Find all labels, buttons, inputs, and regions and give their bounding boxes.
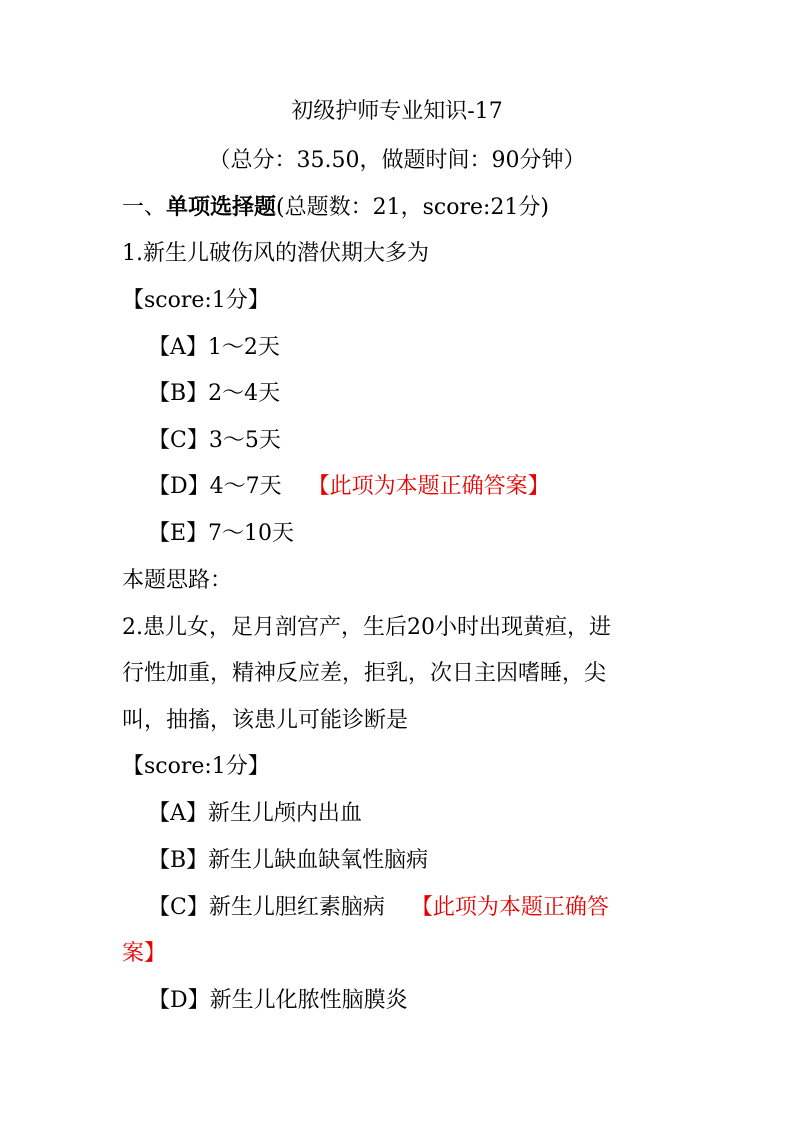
correct-answer-mark-continued: 案】 [122,941,167,966]
option-d [148,472,550,502]
exam-subtitle: （总分：35.50，做题时间：90分钟） [208,148,586,173]
section-meta: (总题数：21，score:21分) [276,195,549,220]
section-title: 单项选择题 [166,194,277,220]
option-c: 【C】3～5天 [148,428,281,453]
option-c-label: 【C】新生儿胆红素脑病 [148,895,385,920]
question-stem-line-2: 行性加重，精神反应差，拒乳，次日主因嗜睡，尖 [122,661,607,686]
question-stem-line-1: 2.患儿女，足月剖宫产，生后20小时出现黄疸，进 [122,615,611,640]
option-d-label: 【D】4～7天 [148,474,282,499]
option-a: 【A】新生儿颅内出血 [148,801,362,826]
option-b: 【B】2～4天 [148,381,281,406]
correct-answer-mark: 【此项为本题正确答案】 [307,474,550,499]
question-score: 【score:1分】 [122,288,270,313]
option-d: 【D】新生儿化脓性脑膜炎 [148,988,408,1013]
question-score: 【score:1分】 [122,754,270,779]
option-b: 【B】新生儿缺血缺氧性脑病 [148,848,429,873]
analysis-label: 本题思路： [122,568,233,593]
option-a: 【A】1～2天 [148,335,280,360]
section-header [122,192,549,223]
option-e: 【E】7～10天 [148,521,295,546]
option-c [148,893,609,923]
question-stem: 1.新生儿破伤风的潜伏期大多为 [122,241,429,266]
correct-answer-mark: 【此项为本题正确答 [410,895,609,920]
section-number: 一、 [122,195,167,220]
question-stem-line-3: 叫，抽搐，该患儿可能诊断是 [122,708,409,733]
exam-title: 初级护师专业知识-17 [291,99,503,124]
